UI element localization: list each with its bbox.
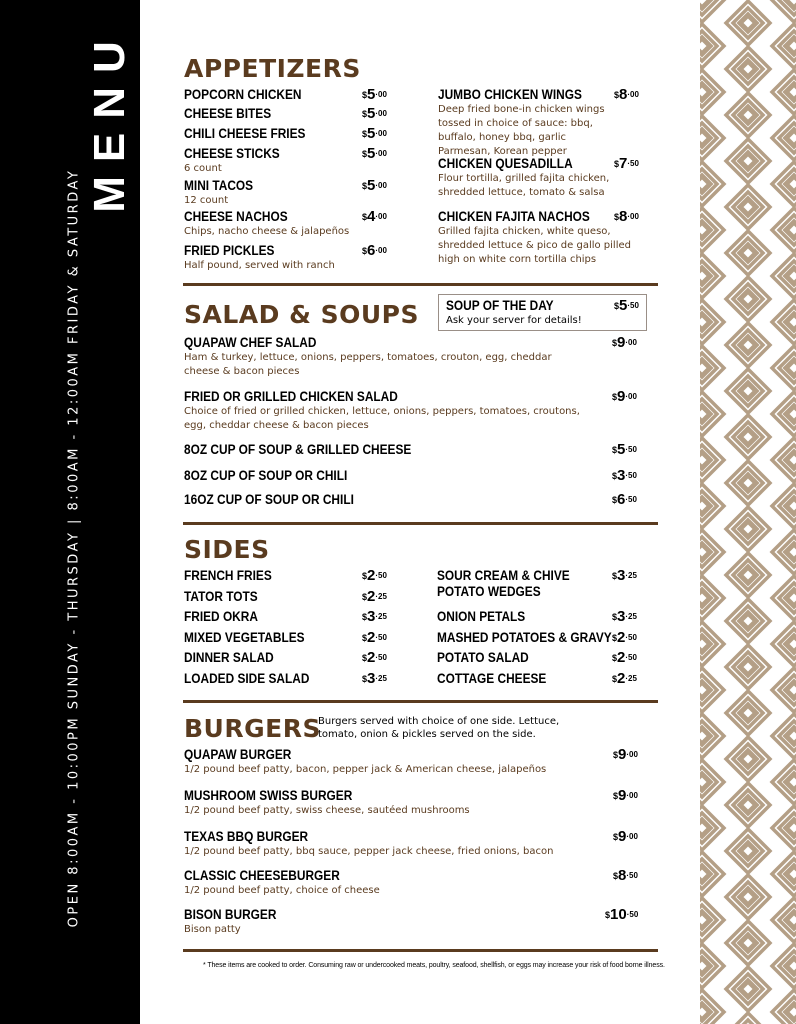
burgers-item xyxy=(184,829,553,859)
price-dollars: 9 xyxy=(618,787,627,804)
price-dollars: 8 xyxy=(618,867,627,884)
price-dollars: 5 xyxy=(367,177,376,194)
price-cents: ·00 xyxy=(625,392,637,401)
price-dollars: 7 xyxy=(619,155,628,172)
currency-symbol: $ xyxy=(612,674,618,684)
currency-symbol: $ xyxy=(614,159,620,169)
currency-symbol: $ xyxy=(362,90,368,100)
divider xyxy=(183,522,658,525)
item-price xyxy=(614,209,639,225)
sides-item xyxy=(437,609,537,625)
price-dollars: 5 xyxy=(617,441,626,458)
burgers-note: Burgers served with choice of one side. Lettuce, tomato, onion & pickles served on the side. xyxy=(318,716,560,740)
currency-symbol: $ xyxy=(612,445,618,455)
item-price xyxy=(612,468,637,484)
currency-symbol: $ xyxy=(613,832,619,842)
currency-symbol: $ xyxy=(612,338,618,348)
sides-item xyxy=(184,650,286,666)
item-name: CHEESE STICKS xyxy=(184,146,280,161)
item-description: Chips, nacho cheese & jalapeños xyxy=(184,226,350,237)
item-description: 1/2 pound beef patty, bacon, pepper jack & American cheese, jalapeños xyxy=(184,764,547,775)
item-price xyxy=(362,87,387,103)
item-name: POTATO SALAD xyxy=(437,650,529,665)
burgers-item xyxy=(184,907,289,937)
salads-title: SALAD & SOUPS xyxy=(184,300,419,329)
price-dollars: 9 xyxy=(617,388,626,405)
item-price xyxy=(613,868,638,884)
divider xyxy=(183,283,658,286)
item-price xyxy=(614,298,639,314)
item-name: QUAPAW CHEF SALAD xyxy=(184,335,317,350)
sides-item xyxy=(437,671,561,687)
price-cents: ·50 xyxy=(375,633,387,642)
diamond-pattern-graphic xyxy=(700,0,796,1024)
burgers-item xyxy=(184,788,470,818)
price-cents: ·00 xyxy=(375,149,387,158)
price-cents: ·00 xyxy=(626,791,638,800)
price-dollars: 5 xyxy=(367,105,376,122)
price-cents: ·50 xyxy=(625,471,637,480)
item-name: SOUR CREAM & CHIVE POTATO WEDGES xyxy=(437,568,570,599)
item-name: CHEESE BITES xyxy=(184,106,272,121)
item-price xyxy=(614,87,639,103)
item-price xyxy=(362,671,387,687)
sides-title: SIDES xyxy=(184,535,270,564)
item-price xyxy=(614,156,639,172)
price-dollars: 3 xyxy=(367,670,376,687)
burgers-item xyxy=(184,747,546,777)
price-dollars: 2 xyxy=(617,629,626,646)
sides-item xyxy=(184,589,268,605)
price-cents: ·00 xyxy=(626,832,638,841)
price-dollars: 6 xyxy=(617,491,626,508)
item-name: LOADED SIDE SALAD xyxy=(184,671,310,686)
currency-symbol: $ xyxy=(362,592,368,602)
item-name: FRIED OR GRILLED CHICKEN SALAD xyxy=(184,389,398,404)
appetizers-item xyxy=(438,87,621,159)
currency-symbol: $ xyxy=(612,653,618,663)
currency-symbol: $ xyxy=(614,212,620,222)
price-cents: ·50 xyxy=(375,571,387,580)
item-price xyxy=(613,788,638,804)
currency-symbol: $ xyxy=(362,571,368,581)
currency-symbol: $ xyxy=(612,633,618,643)
currency-symbol: $ xyxy=(614,90,620,100)
item-price xyxy=(362,630,387,646)
price-dollars: 2 xyxy=(367,567,376,584)
currency-symbol: $ xyxy=(612,392,618,402)
appetizers-item xyxy=(184,243,424,273)
item-price xyxy=(612,671,637,687)
appetizers-item xyxy=(184,178,263,208)
price-dollars: 9 xyxy=(618,828,627,845)
price-dollars: 8 xyxy=(619,86,628,103)
appetizers-item xyxy=(184,146,327,176)
price-dollars: 9 xyxy=(617,334,626,351)
price-dollars: 2 xyxy=(367,629,376,646)
currency-symbol: $ xyxy=(612,571,618,581)
price-dollars: 5 xyxy=(367,86,376,103)
item-name: CHEESE NACHOS xyxy=(184,209,288,224)
item-description: Ask your server for details! xyxy=(446,315,582,326)
burgers-item xyxy=(184,868,380,898)
price-cents: ·00 xyxy=(625,338,637,347)
decorative-pattern xyxy=(700,0,796,1024)
appetizers-item xyxy=(438,209,633,267)
salads-item xyxy=(184,492,377,508)
item-name: CHICKEN FAJITA NACHOS xyxy=(438,209,590,224)
price-dollars: 2 xyxy=(617,649,626,666)
price-cents: ·00 xyxy=(375,109,387,118)
price-cents: ·25 xyxy=(375,674,387,683)
item-price xyxy=(362,146,387,162)
item-price xyxy=(612,568,637,584)
menu-title: MENU xyxy=(85,27,134,213)
item-price xyxy=(612,650,637,666)
currency-symbol: $ xyxy=(362,633,368,643)
sides-item xyxy=(437,568,597,600)
price-dollars: 6 xyxy=(367,242,376,259)
item-price xyxy=(612,442,637,458)
price-cents: ·50 xyxy=(627,159,639,168)
price-cents: ·00 xyxy=(627,212,639,221)
sides-item xyxy=(437,650,541,666)
currency-symbol: $ xyxy=(613,871,619,881)
item-description: Bison patty xyxy=(184,924,241,935)
salads-item xyxy=(184,442,442,458)
price-dollars: 2 xyxy=(367,588,376,605)
appetizers-title: APPETIZERS xyxy=(184,54,361,83)
item-name: CLASSIC CHEESEBURGER xyxy=(184,868,340,883)
item-price xyxy=(612,630,637,646)
item-name: FRIED OKRA xyxy=(184,609,258,624)
currency-symbol: $ xyxy=(362,129,368,139)
currency-symbol: $ xyxy=(362,653,368,663)
price-cents: ·00 xyxy=(375,129,387,138)
appetizers-item xyxy=(184,106,283,122)
item-name: CHICKEN QUESADILLA xyxy=(438,156,573,171)
item-name: TATOR TOTS xyxy=(184,589,258,604)
price-cents: ·25 xyxy=(375,612,387,621)
price-cents: ·00 xyxy=(626,750,638,759)
item-name: MUSHROOM SWISS BURGER xyxy=(184,788,353,803)
item-name: ONION PETALS xyxy=(437,609,526,624)
price-dollars: 9 xyxy=(618,746,627,763)
item-price xyxy=(612,609,637,625)
item-price xyxy=(362,209,387,225)
currency-symbol: $ xyxy=(614,301,620,311)
item-price xyxy=(605,907,638,923)
item-name: TEXAS BBQ BURGER xyxy=(184,829,309,844)
item-description: Grilled fajita chicken, white queso, shredded lettuce & pico de gallo pilled high on white corn tortilla chips xyxy=(438,226,631,265)
sides-item xyxy=(184,609,268,625)
currency-symbol: $ xyxy=(612,495,618,505)
item-name: MIXED VEGETABLES xyxy=(184,630,305,645)
price-cents: ·50 xyxy=(625,653,637,662)
item-name: MINI TACOS xyxy=(184,178,254,193)
item-price xyxy=(613,747,638,763)
price-dollars: 2 xyxy=(617,670,626,687)
price-cents: ·50 xyxy=(625,633,637,642)
item-price xyxy=(612,492,637,508)
item-description: 6 count xyxy=(184,163,222,174)
price-cents: ·50 xyxy=(626,910,639,919)
sides-item xyxy=(437,630,636,646)
salads-item xyxy=(184,468,370,484)
item-description: Ham & turkey, lettuce, onions, peppers, tomatoes, crouton, egg, cheddar cheese & bacon pieces xyxy=(184,352,552,377)
price-cents: ·00 xyxy=(375,181,387,190)
item-name: CHILI CHEESE FRIES xyxy=(184,126,306,141)
currency-symbol: $ xyxy=(612,471,618,481)
price-dollars: 5 xyxy=(367,125,376,142)
price-cents: ·50 xyxy=(627,301,639,310)
item-price xyxy=(362,106,387,122)
currency-symbol: $ xyxy=(605,910,611,920)
item-name: MASHED POTATOES & GRAVY xyxy=(437,630,612,645)
price-cents: ·00 xyxy=(375,90,387,99)
appetizers-item xyxy=(184,209,390,239)
opening-hours: OPEN 8:00AM - 10:00PM SUNDAY - THURSDAY | 8:00AM - 12:00AM FRIDAY & SATURDAY xyxy=(66,168,82,928)
price-cents: ·25 xyxy=(375,592,387,601)
item-price xyxy=(362,126,387,142)
price-dollars: 3 xyxy=(367,608,376,625)
item-description: 1/2 pound beef patty, choice of cheese xyxy=(184,885,380,896)
price-dollars: 5 xyxy=(367,145,376,162)
price-dollars: 8 xyxy=(619,208,628,225)
food-safety-footnote: * These items are cooked to order. Consuming raw or undercooked meats, poultry, seafood, shellfish, or eggs may increase your risk of food borne illness. xyxy=(203,962,665,969)
appetizers-item xyxy=(184,126,322,142)
price-dollars: 10 xyxy=(610,906,627,923)
price-cents: ·00 xyxy=(627,90,639,99)
price-cents: ·50 xyxy=(626,871,638,880)
price-dollars: 3 xyxy=(617,608,626,625)
currency-symbol: $ xyxy=(612,612,618,622)
price-cents: ·25 xyxy=(625,612,637,621)
price-dollars: 3 xyxy=(617,467,626,484)
currency-symbol: $ xyxy=(613,750,619,760)
item-name: POPCORN CHICKEN xyxy=(184,87,302,102)
item-description: Flour tortilla, grilled fajita chicken, shredded lettuce, tomato & salsa xyxy=(438,173,610,198)
item-name: DINNER SALAD xyxy=(184,650,274,665)
appetizers-item xyxy=(184,87,318,103)
item-name: 8OZ CUP OF SOUP & GRILLED CHEESE xyxy=(184,442,412,457)
currency-symbol: $ xyxy=(362,246,368,256)
currency-symbol: $ xyxy=(362,109,368,119)
item-description: Choice of fried or grilled chicken, lettuce, onions, peppers, tomatoes, croutons, egg, cheddar cheese & bacon pieces xyxy=(184,406,580,431)
item-price xyxy=(362,178,387,194)
salads-item xyxy=(184,335,574,379)
item-description: 1/2 pound beef patty, bbq sauce, pepper jack cheese, fried onions, bacon xyxy=(184,846,554,857)
price-dollars: 3 xyxy=(617,567,626,584)
currency-symbol: $ xyxy=(362,212,368,222)
price-dollars: 5 xyxy=(619,297,628,314)
price-dollars: 4 xyxy=(367,208,376,225)
divider xyxy=(183,949,658,952)
currency-symbol: $ xyxy=(613,791,619,801)
item-price xyxy=(612,335,637,351)
item-name: SOUP OF THE DAY xyxy=(446,298,554,313)
item-price xyxy=(362,568,387,584)
item-price xyxy=(362,243,387,259)
currency-symbol: $ xyxy=(362,612,368,622)
item-name: FRENCH FRIES xyxy=(184,568,272,583)
item-name: COTTAGE CHEESE xyxy=(437,671,547,686)
item-price xyxy=(362,609,387,625)
item-price xyxy=(612,389,637,405)
sides-item xyxy=(184,630,321,646)
price-dollars: 2 xyxy=(367,649,376,666)
currency-symbol: $ xyxy=(362,674,368,684)
item-description: Deep fried bone-in chicken wings tossed in choice of sauce: bbq, buffalo, honey bbq, garlic Parmesan, Korean pepper xyxy=(438,104,605,157)
item-name: BISON BURGER xyxy=(184,907,277,922)
price-cents: ·00 xyxy=(375,212,387,221)
currency-symbol: $ xyxy=(362,149,368,159)
price-cents: ·25 xyxy=(625,674,637,683)
soup-of-day xyxy=(446,298,582,328)
price-cents: ·25 xyxy=(625,571,637,580)
price-cents: ·50 xyxy=(375,653,387,662)
item-description: 1/2 pound beef patty, swiss cheese, sautéed mushrooms xyxy=(184,805,470,816)
item-description: Half pound, served with ranch xyxy=(184,260,335,271)
item-price xyxy=(362,589,387,605)
salads-item xyxy=(184,389,584,433)
item-name: QUAPAW BURGER xyxy=(184,747,292,762)
item-name: FRIED PICKLES xyxy=(184,243,275,258)
price-cents: ·50 xyxy=(625,445,637,454)
item-name: JUMBO CHICKEN WINGS xyxy=(438,87,582,102)
price-cents: ·50 xyxy=(625,495,637,504)
price-cents: ·00 xyxy=(375,246,387,255)
item-name: 16OZ CUP OF SOUP OR CHILI xyxy=(184,492,354,507)
currency-symbol: $ xyxy=(362,181,368,191)
sides-item xyxy=(184,671,327,687)
divider xyxy=(183,700,658,703)
item-description: 12 count xyxy=(184,195,229,206)
item-name: 8OZ CUP OF SOUP OR CHILI xyxy=(184,468,348,483)
sides-item xyxy=(184,568,284,584)
item-price xyxy=(362,650,387,666)
burgers-title: BURGERS xyxy=(184,714,321,743)
item-price xyxy=(613,829,638,845)
